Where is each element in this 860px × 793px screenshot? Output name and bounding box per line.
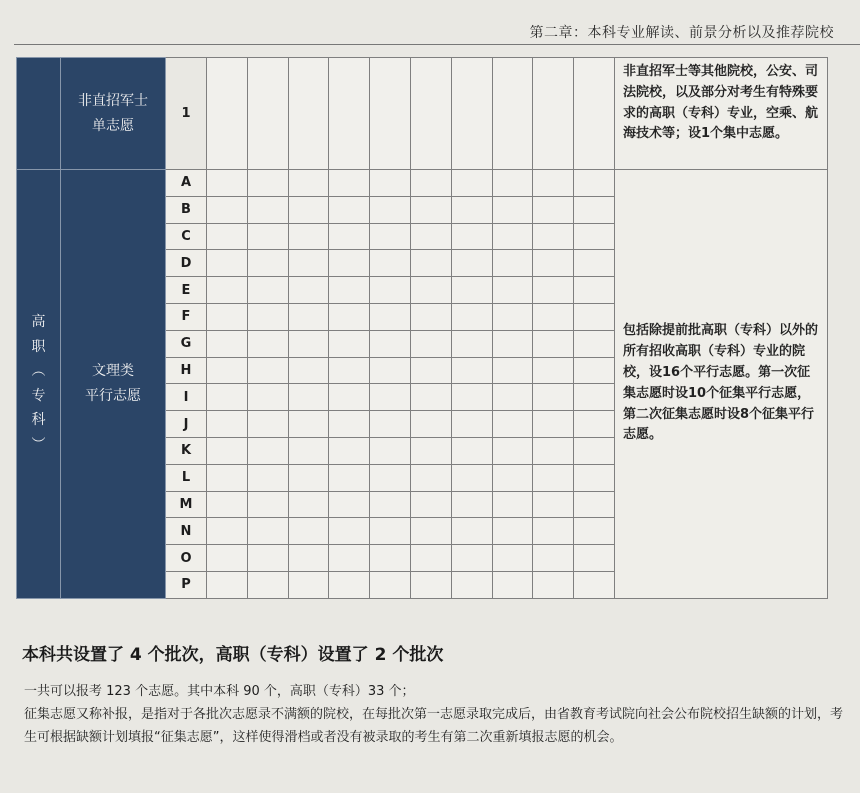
header-divider xyxy=(14,44,860,45)
blank-cell xyxy=(247,58,288,170)
blank-cell xyxy=(247,170,288,197)
blank-cell xyxy=(247,518,288,545)
blank-cell xyxy=(207,411,248,438)
blank-cell xyxy=(329,384,370,411)
blank-cell xyxy=(533,196,574,223)
blank-cell xyxy=(207,384,248,411)
blank-cell xyxy=(370,437,411,464)
volunteer-letter-cell: K xyxy=(166,437,207,464)
blank-cell xyxy=(370,411,411,438)
blank-cell xyxy=(207,223,248,250)
blank-cell xyxy=(370,303,411,330)
blank-cell xyxy=(410,223,451,250)
blank-cell xyxy=(329,277,370,304)
blank-cell xyxy=(451,170,492,197)
blank-cell xyxy=(247,223,288,250)
blank-cell xyxy=(288,303,329,330)
blank-cell xyxy=(410,411,451,438)
blank-cell xyxy=(574,384,615,411)
blank-cell xyxy=(533,518,574,545)
blank-cell xyxy=(574,330,615,357)
blank-cell xyxy=(207,357,248,384)
blank-cell xyxy=(370,357,411,384)
blank-cell xyxy=(329,464,370,491)
blank-cell xyxy=(329,437,370,464)
blank-cell xyxy=(329,357,370,384)
blank-cell xyxy=(451,223,492,250)
blank-cell xyxy=(207,491,248,518)
blank-cell xyxy=(410,330,451,357)
blank-cell xyxy=(288,464,329,491)
chapter-header: 第二章：本科专业解读、前景分析以及推荐院校 xyxy=(529,25,834,41)
category-line: 文理类 xyxy=(92,363,134,380)
row1-empty-label-cell xyxy=(17,58,61,170)
volunteer-letter-cell: E xyxy=(166,277,207,304)
volunteer-letter-cell: M xyxy=(166,491,207,518)
row1-description: 非直招军士等其他院校，公安、司法院校，以及部分对考生有特殊要求的高职（专科）专业，空乘、航海技术等；设1个集中志愿。 xyxy=(615,58,828,170)
volunteer-letter-cell: C xyxy=(166,223,207,250)
blank-cell xyxy=(288,196,329,223)
volunteer-letter-cell: L xyxy=(166,464,207,491)
blank-cell xyxy=(329,491,370,518)
blank-cell xyxy=(533,357,574,384)
blank-cell xyxy=(370,384,411,411)
blank-cell xyxy=(410,170,451,197)
blank-cell xyxy=(574,464,615,491)
blank-cell xyxy=(247,330,288,357)
blank-cell xyxy=(329,250,370,277)
blank-cell xyxy=(329,170,370,197)
blank-cell xyxy=(410,277,451,304)
blank-cell xyxy=(207,196,248,223)
blank-cell xyxy=(492,223,533,250)
blank-cell xyxy=(247,250,288,277)
blank-cell xyxy=(207,571,248,598)
vertical-label-char: ︵ xyxy=(31,363,46,380)
blank-cell xyxy=(370,196,411,223)
vertical-label-char: 专 xyxy=(31,387,46,404)
vertical-label-char: 职 xyxy=(31,338,46,355)
volunteer-letter-cell: A xyxy=(166,170,207,197)
blank-cell xyxy=(370,330,411,357)
blank-cell xyxy=(533,571,574,598)
blank-cell xyxy=(410,571,451,598)
blank-cell xyxy=(247,196,288,223)
row2-category-cell xyxy=(61,170,166,599)
category-line: 平行志愿 xyxy=(85,387,141,404)
blank-cell xyxy=(492,464,533,491)
blank-cell xyxy=(533,491,574,518)
blank-cell xyxy=(492,170,533,197)
category-line: 单志愿 xyxy=(92,117,134,134)
blank-cell xyxy=(492,545,533,572)
blank-cell xyxy=(288,170,329,197)
blank-cell xyxy=(492,384,533,411)
blank-cell xyxy=(288,545,329,572)
blank-cell xyxy=(370,277,411,304)
volunteer-letter-cell: F xyxy=(166,303,207,330)
blank-cell xyxy=(370,518,411,545)
blank-cell xyxy=(329,58,370,170)
blank-cell xyxy=(370,545,411,572)
blank-cell xyxy=(492,277,533,304)
vocational-label-cell xyxy=(17,170,61,599)
blank-cell xyxy=(451,411,492,438)
category-line: 非直招军士 xyxy=(78,93,148,109)
blank-cell xyxy=(410,464,451,491)
volunteer-letter-cell: J xyxy=(166,411,207,438)
blank-cell xyxy=(492,437,533,464)
blank-cell xyxy=(247,437,288,464)
blank-cell xyxy=(207,170,248,197)
blank-cell xyxy=(329,196,370,223)
blank-cell xyxy=(288,491,329,518)
blank-cell xyxy=(451,303,492,330)
blank-cell xyxy=(451,384,492,411)
blank-cell xyxy=(451,491,492,518)
blank-cell xyxy=(451,464,492,491)
row1-category-cell xyxy=(61,58,166,170)
blank-cell xyxy=(451,571,492,598)
blank-cell xyxy=(492,518,533,545)
blank-cell xyxy=(574,196,615,223)
volunteer-letter-cell: B xyxy=(166,196,207,223)
blank-cell xyxy=(410,58,451,170)
blank-cell xyxy=(574,250,615,277)
blank-cell xyxy=(533,250,574,277)
blank-cell xyxy=(288,571,329,598)
blank-cell xyxy=(329,518,370,545)
blank-cell xyxy=(451,518,492,545)
blank-cell xyxy=(533,303,574,330)
blank-cell xyxy=(247,571,288,598)
blank-cell xyxy=(247,384,288,411)
blank-cell xyxy=(533,411,574,438)
blank-cell xyxy=(207,545,248,572)
paragraph-1: 一共可以报考 123 个志愿。其中本科 90 个，高职（专科）33 个； xyxy=(24,684,415,699)
blank-cell xyxy=(574,277,615,304)
volunteer-letter-cell: I xyxy=(166,384,207,411)
blank-cell xyxy=(410,384,451,411)
blank-cell xyxy=(288,357,329,384)
blank-cell xyxy=(533,330,574,357)
blank-cell xyxy=(288,223,329,250)
blank-cell xyxy=(329,303,370,330)
blank-cell xyxy=(207,518,248,545)
blank-cell xyxy=(574,518,615,545)
blank-cell xyxy=(410,545,451,572)
blank-cell xyxy=(492,357,533,384)
blank-cell xyxy=(247,491,288,518)
blank-cell xyxy=(247,411,288,438)
row1-number-cell: 1 xyxy=(166,58,207,170)
blank-cell xyxy=(288,437,329,464)
blank-cell xyxy=(329,545,370,572)
blank-cell xyxy=(492,571,533,598)
blank-cell xyxy=(574,58,615,170)
blank-cell xyxy=(288,384,329,411)
blank-cell xyxy=(329,330,370,357)
vertical-label-char: ︶ xyxy=(31,436,46,453)
blank-cell xyxy=(329,571,370,598)
blank-cell xyxy=(410,491,451,518)
blank-cell xyxy=(533,170,574,197)
blank-cell xyxy=(451,545,492,572)
blank-cell xyxy=(533,545,574,572)
blank-cell xyxy=(370,464,411,491)
blank-cell xyxy=(451,277,492,304)
section-heading: 本科共设置了 4 个批次，高职（专科）设置了 2 个批次 xyxy=(22,645,444,665)
blank-cell xyxy=(492,58,533,170)
blank-cell xyxy=(533,464,574,491)
blank-cell xyxy=(410,437,451,464)
blank-cell xyxy=(574,223,615,250)
blank-cell xyxy=(451,330,492,357)
row2-description: 包括除提前批高职（专科）以外的所有招收高职（专科）专业的院校，设16个平行志愿。第一次征集志愿时设10个征集平行志愿，第二次征集志愿时设8个征集平行志愿。 xyxy=(615,170,828,599)
table-row xyxy=(17,170,828,197)
blank-cell xyxy=(329,411,370,438)
blank-cell xyxy=(207,437,248,464)
vertical-label-char: 高 xyxy=(31,314,46,331)
blank-cell xyxy=(288,250,329,277)
blank-cell xyxy=(533,223,574,250)
blank-cell xyxy=(574,545,615,572)
blank-cell xyxy=(207,330,248,357)
blank-cell xyxy=(451,58,492,170)
blank-cell xyxy=(247,303,288,330)
volunteer-table xyxy=(16,57,828,599)
blank-cell xyxy=(329,223,370,250)
blank-cell xyxy=(451,357,492,384)
blank-cell xyxy=(492,250,533,277)
blank-cell xyxy=(533,437,574,464)
blank-cell xyxy=(574,491,615,518)
blank-cell xyxy=(451,437,492,464)
table-row xyxy=(17,58,828,170)
blank-cell xyxy=(574,170,615,197)
volunteer-letter-cell: N xyxy=(166,518,207,545)
blank-cell xyxy=(492,330,533,357)
blank-cell xyxy=(533,384,574,411)
blank-cell xyxy=(370,223,411,250)
blank-cell xyxy=(288,58,329,170)
volunteer-letter-cell: H xyxy=(166,357,207,384)
blank-cell xyxy=(574,437,615,464)
vertical-label-char: 科 xyxy=(31,412,46,429)
blank-cell xyxy=(410,303,451,330)
blank-cell xyxy=(247,545,288,572)
blank-cell xyxy=(288,277,329,304)
blank-cell xyxy=(207,58,248,170)
blank-cell xyxy=(410,518,451,545)
blank-cell xyxy=(451,250,492,277)
volunteer-letter-cell: P xyxy=(166,571,207,598)
blank-cell xyxy=(492,491,533,518)
blank-cell xyxy=(370,58,411,170)
blank-cell xyxy=(574,303,615,330)
blank-cell xyxy=(410,196,451,223)
blank-cell xyxy=(370,571,411,598)
blank-cell xyxy=(451,196,492,223)
blank-cell xyxy=(288,411,329,438)
blank-cell xyxy=(247,464,288,491)
blank-cell xyxy=(410,250,451,277)
blank-cell xyxy=(492,303,533,330)
body-text xyxy=(24,681,844,749)
blank-cell xyxy=(288,518,329,545)
blank-cell xyxy=(247,357,288,384)
blank-cell xyxy=(247,277,288,304)
blank-cell xyxy=(370,250,411,277)
blank-cell xyxy=(207,303,248,330)
blank-cell xyxy=(533,277,574,304)
paragraph-2: 征集志愿又称补报，是指对于各批次志愿录不满额的院校，在每批次第一志愿录取完成后，由省教育考试院向社会公布院校招生缺额的计划，考生可根据缺额计划填报“征集志愿”，这样使得滑档或者没有被录取的考生有第二次重新填报志愿的机会。 xyxy=(24,706,844,745)
blank-cell xyxy=(288,330,329,357)
blank-cell xyxy=(492,411,533,438)
blank-cell xyxy=(492,196,533,223)
blank-cell xyxy=(207,250,248,277)
blank-cell xyxy=(574,411,615,438)
blank-cell xyxy=(574,571,615,598)
blank-cell xyxy=(533,58,574,170)
blank-cell xyxy=(370,491,411,518)
volunteer-letter-cell: O xyxy=(166,545,207,572)
blank-cell xyxy=(207,464,248,491)
blank-cell xyxy=(207,277,248,304)
blank-cell xyxy=(410,357,451,384)
volunteer-letter-cell: D xyxy=(166,250,207,277)
blank-cell xyxy=(370,170,411,197)
blank-cell xyxy=(574,357,615,384)
volunteer-letter-cell: G xyxy=(166,330,207,357)
